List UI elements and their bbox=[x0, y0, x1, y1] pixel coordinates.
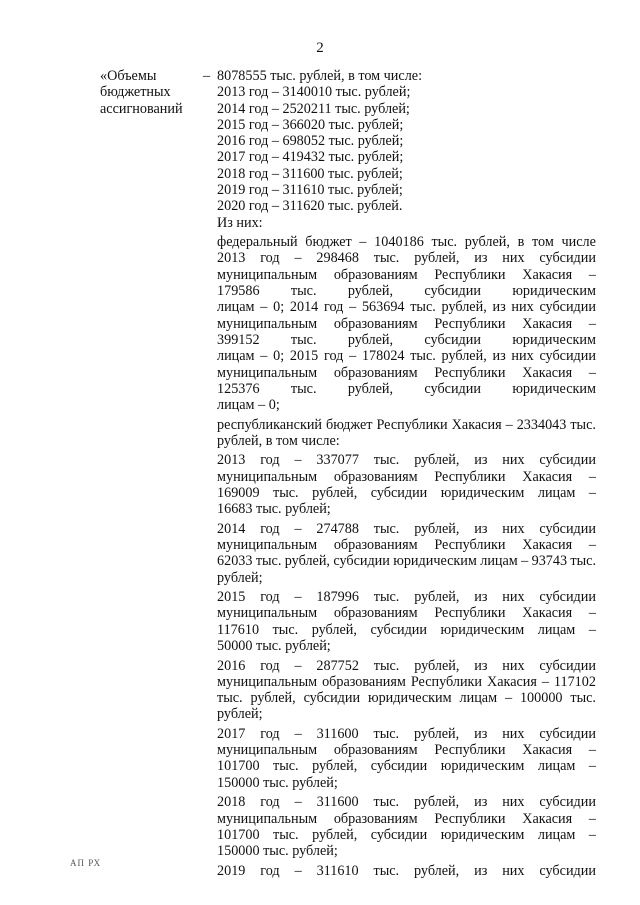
word: Хакасия bbox=[486, 673, 537, 690]
word: – bbox=[504, 690, 513, 707]
section-label-line: ассигнований bbox=[100, 100, 183, 117]
word: – bbox=[294, 657, 302, 674]
label-dash: – bbox=[203, 68, 211, 84]
word: Республики bbox=[434, 266, 506, 283]
justified-text-line bbox=[217, 589, 596, 605]
word: тыс. bbox=[373, 589, 400, 606]
word: бюджет bbox=[326, 416, 373, 433]
word: юридическим bbox=[440, 758, 525, 775]
word: – bbox=[505, 416, 513, 433]
word: 1040186 bbox=[374, 234, 424, 251]
word: них bbox=[502, 725, 525, 742]
word: субсидии bbox=[539, 725, 596, 742]
word: Хакасия bbox=[451, 416, 502, 433]
word: год bbox=[260, 589, 280, 606]
word: юридическим bbox=[512, 283, 596, 300]
word: рублей, bbox=[347, 331, 394, 348]
word: год bbox=[260, 862, 280, 879]
justified-text-line bbox=[217, 452, 596, 468]
justified-text-line bbox=[217, 622, 596, 638]
word: 2014 bbox=[217, 520, 246, 537]
word: 187996 bbox=[316, 589, 359, 606]
word: юридическим bbox=[440, 826, 525, 843]
word: 117610 bbox=[217, 621, 260, 638]
word: них bbox=[502, 589, 525, 606]
word: рублей, bbox=[441, 348, 487, 365]
justified-text-line bbox=[217, 674, 596, 690]
justified-text-line bbox=[217, 485, 596, 501]
word: рублей, bbox=[250, 690, 296, 707]
word: тыс. bbox=[273, 758, 299, 775]
word: Хакасия bbox=[522, 742, 573, 759]
justified-text-line bbox=[217, 267, 596, 283]
word: образованиям bbox=[333, 742, 418, 759]
word: субсидии bbox=[539, 250, 596, 267]
word: год bbox=[260, 657, 280, 674]
text-line: Из них: bbox=[217, 214, 263, 231]
text-line: 2015 год – 366020 тыс. рублей; bbox=[217, 116, 404, 133]
word: тыс. bbox=[217, 690, 243, 707]
word: – bbox=[349, 348, 357, 365]
word: – bbox=[294, 725, 302, 742]
justified-text-line bbox=[217, 827, 596, 843]
word: – bbox=[541, 673, 549, 690]
word: рублей, bbox=[347, 283, 394, 300]
word: субсидии bbox=[539, 794, 596, 811]
word: рублей, bbox=[311, 621, 357, 638]
word: – bbox=[260, 299, 268, 316]
word: 337077 bbox=[316, 452, 359, 469]
word: 2018 bbox=[217, 794, 246, 811]
word: Республики bbox=[434, 742, 506, 759]
word: образованиям bbox=[333, 537, 418, 554]
word: в bbox=[517, 234, 525, 251]
footer-stamp: АП РХ bbox=[70, 858, 102, 868]
text-line: 150000 тыс. рублей; bbox=[217, 843, 338, 860]
text-line: 2019 год – 311610 тыс. рублей; bbox=[217, 182, 403, 199]
word: рублей, bbox=[414, 452, 460, 469]
word: 2015 bbox=[289, 348, 319, 365]
word: 298468 bbox=[316, 250, 359, 267]
word: Хакасия bbox=[522, 810, 573, 827]
word: 2014 bbox=[289, 299, 319, 316]
word: лицам bbox=[537, 484, 576, 501]
word: 2016 bbox=[217, 657, 246, 674]
word: тыс. bbox=[431, 234, 458, 251]
word: Республики bbox=[434, 537, 506, 554]
word: из bbox=[474, 520, 488, 537]
word: тыс. bbox=[373, 725, 400, 742]
word: образованиям bbox=[333, 468, 418, 485]
word: Хакасия bbox=[522, 315, 573, 332]
word: субсидии bbox=[539, 589, 596, 606]
word: Хакасия bbox=[522, 468, 573, 485]
word: муниципальным bbox=[217, 468, 318, 485]
word: юридическим bbox=[440, 484, 525, 501]
justified-text-line bbox=[217, 863, 596, 879]
word: тыс. bbox=[410, 348, 436, 365]
section-label-line: «Объемы bbox=[100, 68, 157, 84]
word: юридическим bbox=[440, 621, 525, 638]
word: тыс. bbox=[273, 484, 299, 501]
justified-text-line bbox=[217, 316, 596, 332]
justified-text-line bbox=[217, 250, 596, 266]
justified-text-line bbox=[217, 553, 596, 569]
word: рублей, bbox=[312, 826, 358, 843]
word: рублей, bbox=[441, 299, 487, 316]
word: год bbox=[324, 299, 344, 316]
word: субсидии bbox=[539, 452, 596, 469]
word: из bbox=[492, 299, 506, 316]
word: них bbox=[502, 862, 525, 879]
word: – bbox=[588, 621, 596, 638]
word: юридическим bbox=[512, 331, 596, 348]
word: рублей, bbox=[414, 589, 460, 606]
word: 274788 bbox=[316, 520, 359, 537]
word: федеральный bbox=[217, 234, 298, 251]
justified-text-line bbox=[217, 658, 596, 674]
word: – bbox=[588, 537, 596, 554]
justified-text-line bbox=[217, 742, 596, 758]
word: тыс. bbox=[290, 331, 317, 348]
word: рублей, bbox=[312, 484, 358, 501]
word: рублей, bbox=[414, 862, 460, 879]
word: – bbox=[588, 826, 596, 843]
word: 311610 bbox=[316, 862, 359, 879]
text-line: 150000 тыс. рублей; bbox=[217, 774, 338, 791]
word: них bbox=[502, 452, 525, 469]
word: лицам bbox=[217, 348, 255, 365]
word: тыс. bbox=[570, 416, 596, 433]
word: тыс. bbox=[373, 794, 400, 811]
text-line: 8078555 тыс. рублей, в том числе: bbox=[217, 68, 423, 84]
text-line: 2018 год – 311600 тыс. рублей; bbox=[217, 165, 403, 182]
section-label-line: бюджетных bbox=[100, 84, 171, 101]
text-line: лицам – 0; bbox=[217, 397, 280, 414]
word: тыс. bbox=[373, 862, 400, 879]
page-number: 2 bbox=[316, 40, 324, 56]
word: муниципальным bbox=[217, 673, 318, 690]
word: – bbox=[359, 234, 367, 251]
word: 101700 bbox=[217, 826, 260, 843]
word: год bbox=[260, 452, 280, 469]
word: 62033 bbox=[217, 553, 253, 570]
word: – bbox=[294, 794, 302, 811]
word: лицам bbox=[537, 758, 576, 775]
word: них bbox=[502, 520, 525, 537]
justified-text-line bbox=[217, 365, 596, 381]
word: субсидии bbox=[539, 348, 596, 365]
text-line: рублей, в том числе: bbox=[217, 432, 340, 449]
word: тыс. bbox=[410, 299, 436, 316]
word: – bbox=[588, 605, 596, 622]
word: лицам bbox=[459, 690, 498, 707]
word: – bbox=[588, 266, 596, 283]
word: них bbox=[502, 250, 525, 267]
word: 563694 bbox=[361, 299, 405, 316]
word: из bbox=[474, 657, 488, 674]
word: субсидии bbox=[424, 331, 481, 348]
word: тыс. bbox=[373, 250, 400, 267]
word: 178024 bbox=[361, 348, 405, 365]
justified-text-line bbox=[217, 283, 596, 299]
text-line: 2020 год – 311620 тыс. рублей. bbox=[217, 198, 403, 215]
word: 169009 bbox=[217, 484, 260, 501]
word: тыс. bbox=[273, 826, 299, 843]
word: образованиям bbox=[333, 315, 418, 332]
word: – bbox=[588, 810, 596, 827]
word: юридическим bbox=[512, 380, 596, 397]
word: тыс. bbox=[373, 657, 400, 674]
word: них bbox=[511, 299, 534, 316]
word: из bbox=[474, 725, 488, 742]
word: Хакасия bbox=[522, 537, 573, 554]
word: Республики bbox=[434, 468, 506, 485]
word: 100000 bbox=[519, 690, 563, 707]
word: Республики bbox=[434, 364, 506, 381]
word: 311600 bbox=[316, 794, 359, 811]
word: субсидии bbox=[370, 484, 428, 501]
word: – bbox=[349, 299, 357, 316]
word: – bbox=[588, 758, 596, 775]
word: – bbox=[521, 553, 529, 570]
word: – bbox=[294, 589, 302, 606]
justified-text-line bbox=[217, 417, 596, 433]
word: субсидии bbox=[333, 553, 390, 570]
word: 311600 bbox=[316, 725, 359, 742]
section-label bbox=[100, 68, 200, 117]
word: республиканский bbox=[217, 416, 323, 433]
word: субсидии bbox=[424, 283, 481, 300]
word: субсидии bbox=[539, 862, 596, 879]
word: рублей, bbox=[414, 657, 460, 674]
word: тыс. bbox=[373, 452, 400, 469]
justified-text-line bbox=[217, 521, 596, 537]
word: Республики bbox=[434, 605, 506, 622]
word: Республики bbox=[410, 673, 483, 690]
word: – bbox=[588, 742, 596, 759]
word: – bbox=[294, 520, 302, 537]
word: образованиям bbox=[333, 605, 418, 622]
word: лицам bbox=[480, 553, 518, 570]
word: рублей, bbox=[414, 250, 460, 267]
word: рублей, bbox=[464, 234, 510, 251]
word: Хакасия bbox=[522, 364, 573, 381]
text-line: 16683 тыс. рублей; bbox=[217, 501, 331, 518]
word: муниципальным bbox=[217, 537, 318, 554]
justified-text-line bbox=[217, 537, 596, 553]
word: тыс. bbox=[255, 553, 282, 570]
justified-text-line bbox=[217, 348, 596, 364]
word: из bbox=[492, 348, 506, 365]
word: тыс. bbox=[290, 380, 317, 397]
word: – bbox=[294, 250, 302, 267]
word: тыс. bbox=[570, 690, 596, 707]
word: – bbox=[588, 468, 596, 485]
word: числе bbox=[561, 234, 596, 251]
justified-text-line bbox=[217, 234, 596, 250]
justified-text-line bbox=[217, 690, 596, 706]
justified-text-line bbox=[217, 469, 596, 485]
word: 0; bbox=[273, 348, 285, 365]
word: год bbox=[260, 725, 280, 742]
word: рублей, bbox=[414, 725, 460, 742]
justified-text-line bbox=[217, 605, 596, 621]
word: образованиям bbox=[333, 364, 418, 381]
word: субсидии bbox=[539, 299, 596, 316]
word: из bbox=[474, 794, 488, 811]
word: рублей, bbox=[284, 553, 330, 570]
justified-text-line bbox=[217, 381, 596, 397]
justified-text-line bbox=[217, 811, 596, 827]
word: 287752 bbox=[316, 657, 359, 674]
word: лицам bbox=[537, 621, 576, 638]
word: юридическим bbox=[393, 553, 477, 570]
word: Республики bbox=[434, 810, 506, 827]
word: муниципальным bbox=[217, 810, 318, 827]
word: субсидии bbox=[303, 690, 361, 707]
word: год bbox=[324, 348, 344, 365]
word: год bbox=[260, 794, 280, 811]
word: из bbox=[474, 862, 488, 879]
word: 101700 bbox=[217, 758, 260, 775]
text-line: 2013 год – 3140010 тыс. рублей; bbox=[217, 84, 411, 101]
word: тыс. bbox=[290, 283, 317, 300]
word: 93743 bbox=[531, 553, 568, 570]
word: субсидии bbox=[539, 520, 596, 537]
word: образованиям bbox=[322, 673, 406, 690]
word: рублей, bbox=[414, 520, 460, 537]
word: 2013 bbox=[217, 250, 246, 267]
word: 2334043 bbox=[516, 416, 567, 433]
word: 2015 bbox=[217, 589, 246, 606]
word: 179586 bbox=[217, 283, 260, 300]
justified-text-line bbox=[217, 299, 596, 315]
budget-allocations-text bbox=[217, 68, 596, 879]
word: 117102 bbox=[553, 673, 596, 690]
text-line: 2017 год – 419432 тыс. рублей; bbox=[217, 149, 404, 166]
justified-text-line bbox=[217, 794, 596, 810]
word: тыс. bbox=[570, 553, 596, 570]
justified-text-line bbox=[217, 758, 596, 774]
word: том bbox=[531, 234, 554, 251]
word: из bbox=[474, 250, 488, 267]
word: муниципальным bbox=[217, 364, 318, 381]
word: юридическим bbox=[367, 690, 452, 707]
word: них bbox=[502, 657, 525, 674]
word: муниципальным bbox=[217, 266, 318, 283]
word: рублей, bbox=[414, 794, 460, 811]
word: Хакасия bbox=[522, 605, 573, 622]
word: образованиям bbox=[333, 266, 418, 283]
word: Республики bbox=[434, 315, 506, 332]
text-line: 2016 год – 698052 тыс. рублей; bbox=[217, 133, 404, 150]
word: из bbox=[474, 589, 488, 606]
word: год bbox=[260, 520, 280, 537]
word: год bbox=[260, 250, 280, 267]
word: 2017 bbox=[217, 725, 246, 742]
word: них bbox=[502, 794, 525, 811]
word: лицам bbox=[217, 299, 255, 316]
word: субсидии bbox=[370, 826, 428, 843]
word: субсидии bbox=[370, 621, 427, 638]
text-line: рублей; bbox=[217, 706, 263, 723]
word: субсидии bbox=[424, 380, 481, 397]
word: – bbox=[588, 364, 596, 381]
word: субсидии bbox=[539, 657, 596, 674]
word: субсидии bbox=[370, 758, 428, 775]
word: тыс. bbox=[272, 621, 299, 638]
text-line: рублей; bbox=[217, 569, 263, 586]
word: – bbox=[588, 484, 596, 501]
word: – bbox=[588, 315, 596, 332]
word: них bbox=[511, 348, 534, 365]
word: 0; bbox=[273, 299, 285, 316]
justified-text-line bbox=[217, 726, 596, 742]
word: Республики bbox=[376, 416, 448, 433]
word: Хакасия bbox=[522, 266, 573, 283]
justified-text-line bbox=[217, 332, 596, 348]
word: 125376 bbox=[217, 380, 260, 397]
word: образованиям bbox=[333, 810, 418, 827]
word: муниципальным bbox=[217, 605, 318, 622]
word: – bbox=[294, 452, 302, 469]
word: – bbox=[294, 862, 302, 879]
word: из bbox=[474, 452, 488, 469]
word: 399152 bbox=[217, 331, 260, 348]
word: тыс. bbox=[373, 520, 400, 537]
word: муниципальным bbox=[217, 742, 318, 759]
word: бюджет bbox=[305, 234, 352, 251]
word: 2013 bbox=[217, 452, 246, 469]
word: рублей, bbox=[347, 380, 394, 397]
word: муниципальным bbox=[217, 315, 318, 332]
text-line: 2014 год – 2520211 тыс. рублей; bbox=[217, 100, 410, 117]
word: 2019 bbox=[217, 862, 246, 879]
word: рублей, bbox=[312, 758, 358, 775]
word: – bbox=[260, 348, 268, 365]
word: лицам bbox=[537, 826, 576, 843]
text-line: 50000 тыс. рублей; bbox=[217, 638, 331, 655]
